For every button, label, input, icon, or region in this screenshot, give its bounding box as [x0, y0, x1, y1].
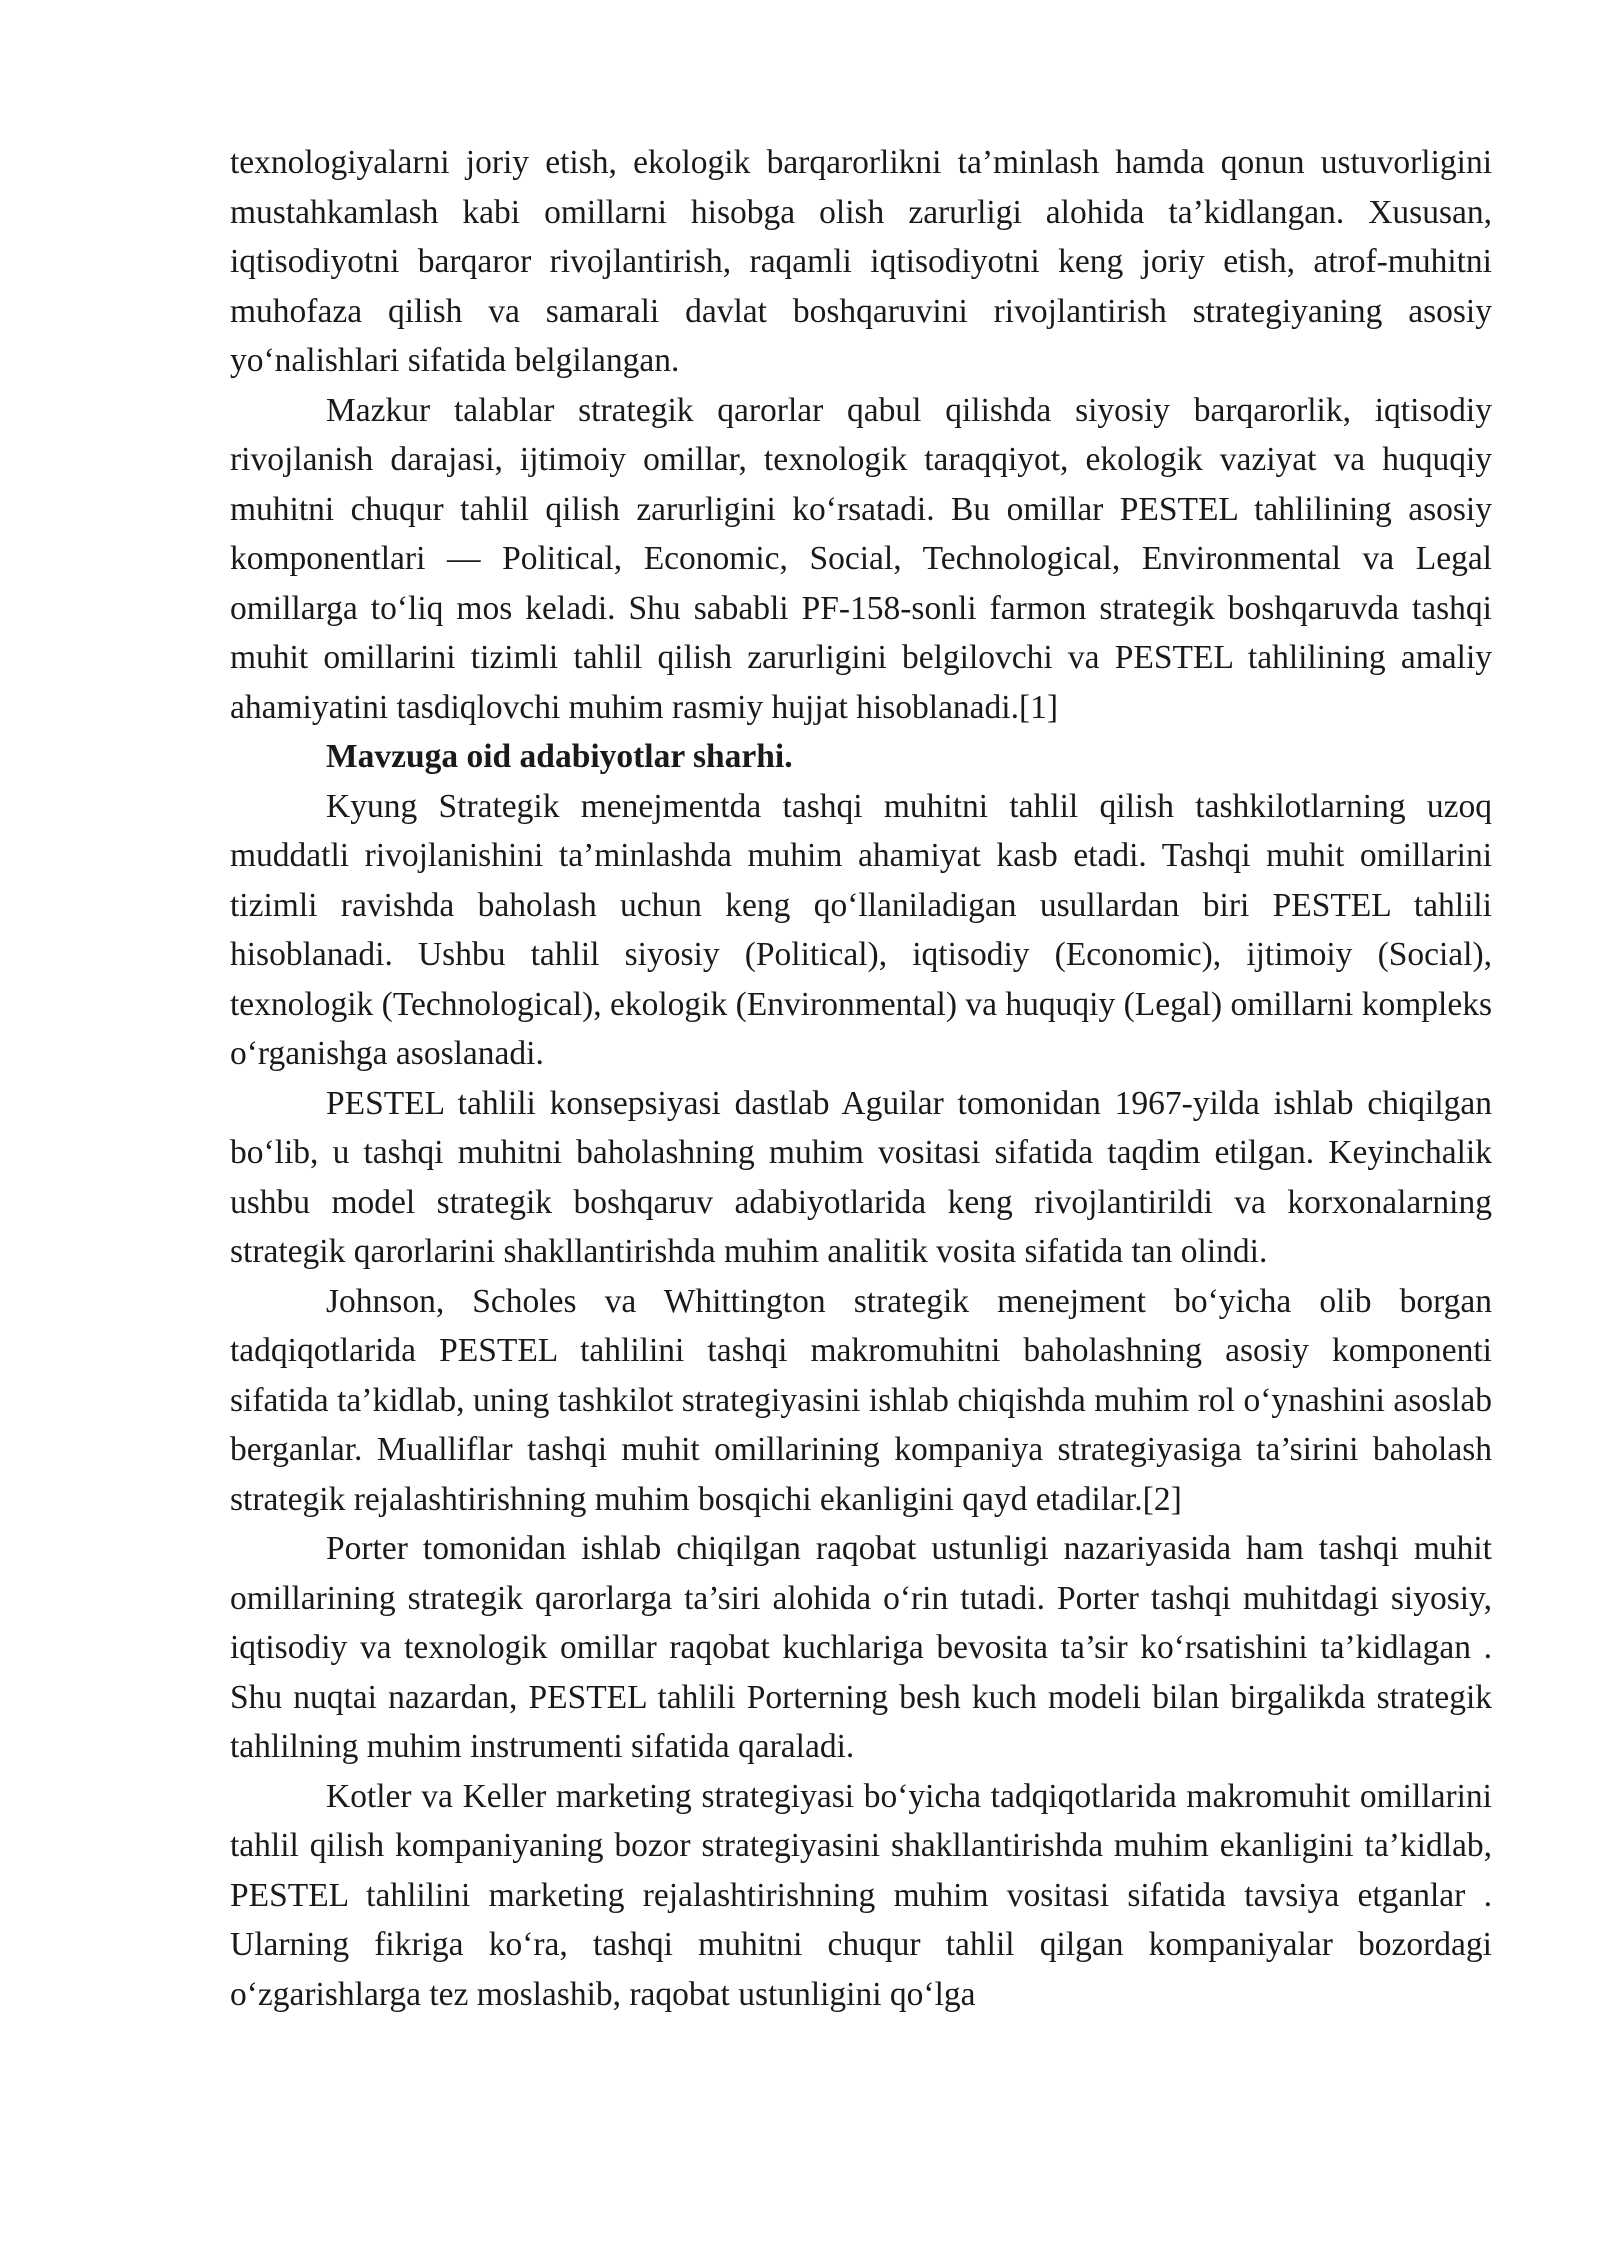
- paragraph-continuation: texnologiyalarni joriy etish, ekologik barqarorlikni ta’minlash hamda qonun ustuvorligini mustahkamlash kabi omillarni hisobga olish zarurligi alohida ta’kidlangan. Xususan, iqtisodiyotni barqaror rivojlantirish, raqamli iqtisodiyotni keng joriy etish, atrof-muhitni muhofaza qilish va samarali davlat boshqaruvini rivojlantirish strategiyaning asosiy yo‘nalishlari sifatida belgilangan.: [230, 144, 1492, 379]
- paragraph-porter: Porter tomonidan ishlab chiqilgan raqobat ustunligi nazariyasida ham tashqi muhit omillarining strategik qarorlarga ta’siri alohida o‘rin tutadi. Porter tashqi muhitdagi siyosiy, iqtisodiy va texnologik omillar raqobat kuchlariga bevosita ta’sir ko‘rsatishini ta’kidlagan . Shu nuqtai nazardan, PESTEL tahlili Porterning besh kuch modeli bilan birgalikda strategik tahlilning muhim instrumenti sifatida qaraladi.: [230, 1530, 1492, 1765]
- paragraph-kotler-keller: Kotler va Keller marketing strategiyasi bo‘yicha tadqiqotlarida makromuhit omillarini tahlil qilish kompaniyaning bozor strategiyasini shakllantirishda muhim ekanligini ta’kidlab, PESTEL tahlilini marketing rejalashtirishning muhim vositasi sifatida tavsiya etganlar . Ularning fikriga ko‘ra, tashqi muhitni chuqur tahlil qilgan kompaniyalar bozordagi o‘zgarishlarga tez moslashib, raqobat ustunligini qo‘lga: [230, 1777, 1492, 2013]
- paragraph-pestel-requirements: Mazkur talablar strategik qarorlar qabul qilishda siyosiy barqarorlik, iqtisodiy rivojlanish darajasi, ijtimoiy omillar, texnologik taraqqiyot, ekologik vaziyat va huquqiy muhitni chuqur tahlil qilish zarurligini ko‘rsatadi. Bu omillar PESTEL tahlilining asosiy komponentlari — Political, Economic, Social, Technological, Environmental va Legal omillarga to‘liq mos keladi. Shu sababli PF-158-sonli farmon strategik boshqaruvda tashqi muhit omillarini tizimli tahlil qilish zarurligini belgilovchi va PESTEL tahlilining amaliy ahamiyatini tasdiqlovchi muhim rasmiy hujjat hisoblanadi.[1]: [230, 391, 1492, 726]
- section-heading-literature-review: Mavzuga oid adabiyotlar sharhi.: [326, 738, 793, 775]
- paragraph-johnson-scholes: Johnson, Scholes va Whittington strategik menejment bo‘yicha olib borgan tadqiqotlarida PESTEL tahlilini tashqi makromuhitni baholashning asosiy komponenti sifatida ta’kidlab, uning tashkilot strategiyasini ishlab chiqishda muhim rol o‘ynashini asoslab berganlar. Mualliflar tashqi muhit omillarining kompaniya strategiyasiga ta’sirini baholash strategik rejalashtirishning muhim bosqichi ekanligini qayd etadilar.[2]: [230, 1282, 1492, 1518]
- document-page: [230, 138, 1492, 2019]
- paragraph-kyung: Kyung Strategik menejmentda tashqi muhitni tahlil qilish tashkilotlarning uzoq muddatli rivojlanishini ta’minlashda muhim ahamiyat kasb etadi. Tashqi muhit omillarini tizimli ravishda baholash uchun keng qo‘llaniladigan usullardan biri PESTEL tahlili hisoblanadi. Ushbu tahlil siyosiy (Political), iqtisodiy (Economic), ijtimoiy (Social), texnologik (Technological), ekologik (Environmental) va huquqiy (Legal) omillarni kompleks o‘rganishga asoslanadi.: [230, 787, 1492, 1072]
- paragraph-aguilar: PESTEL tahlili konsepsiyasi dastlab Aguilar tomonidan 1967-yilda ishlab chiqilgan bo‘lib, u tashqi muhitni baholashning muhim vositasi sifatida taqdim etilgan. Keyinchalik ushbu model strategik boshqaruv adabiyotlarida keng rivojlantirildi va korxonalarning strategik qarorlarini shakllantirishda muhim analitik vosita sifatida tan olindi.: [230, 1084, 1492, 1270]
